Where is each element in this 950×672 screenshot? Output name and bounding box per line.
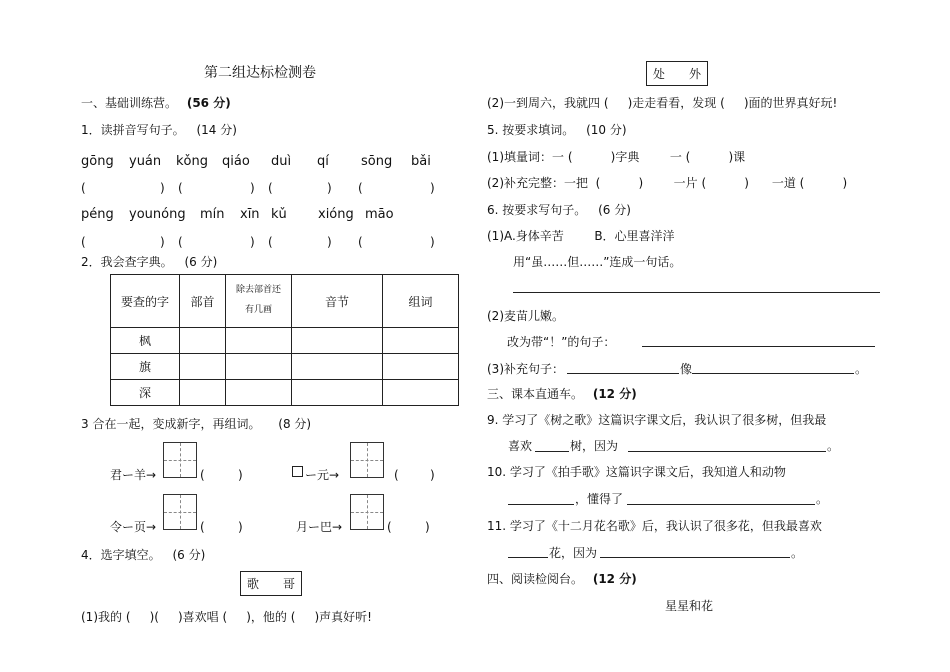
answer-paren-close: ) bbox=[160, 235, 165, 249]
question-5-2: (2)补充完整：一把 ( ) 一片 ( ) 一道 ( ) bbox=[487, 176, 848, 190]
table-cell-blank[interactable] bbox=[292, 328, 383, 354]
pinyin-word: qí bbox=[317, 154, 329, 169]
section-3-title: 三、课本直通车。 bbox=[487, 387, 584, 401]
section-4-score: (12 分) bbox=[592, 572, 637, 586]
answer-line[interactable] bbox=[628, 451, 826, 452]
answer-line[interactable] bbox=[642, 346, 875, 347]
answer-paren-open: ( bbox=[178, 181, 183, 195]
dictionary-table bbox=[110, 274, 459, 406]
table-cell-blank[interactable] bbox=[226, 380, 292, 406]
square-radical-icon bbox=[292, 466, 303, 477]
section-1-score: (56 分) bbox=[186, 96, 231, 110]
section-1-title: 一、基础训练营。 bbox=[81, 96, 178, 110]
answer-line[interactable] bbox=[535, 451, 569, 452]
question-4-text: 4．选字填空。 bbox=[81, 548, 161, 562]
section-4-heading bbox=[487, 573, 637, 585]
choice-char: 哥 bbox=[283, 577, 296, 591]
question-11: 11. 学习了《十二月花名歌》后，我认识了很多花，但我最喜欢 bbox=[487, 519, 822, 533]
section-1-heading bbox=[81, 97, 231, 109]
table-header: 要查的字 bbox=[111, 275, 180, 328]
answer-paren-close: ) bbox=[430, 235, 435, 249]
section-3-score: (12 分) bbox=[592, 387, 637, 401]
table-header: 音节 bbox=[292, 275, 383, 328]
pinyin-word: duì bbox=[271, 154, 292, 169]
pinyin-word: yuán bbox=[129, 154, 162, 169]
answer-line[interactable] bbox=[627, 504, 815, 505]
choice-char: 歌 bbox=[247, 577, 260, 591]
choice-char: 处 bbox=[653, 67, 666, 81]
question-6-1: (1)A.身体辛苦 B．心里喜洋洋 bbox=[487, 229, 675, 243]
pinyin-word: younóng bbox=[129, 207, 186, 222]
table-cell-char: 深 bbox=[111, 380, 180, 406]
combo-formula: ー元→ bbox=[305, 468, 340, 482]
sentence-period: 。 bbox=[855, 362, 868, 376]
table-header-line: 有几画 bbox=[244, 305, 272, 315]
question-3-text: 3 合在一起，变成新字，再组词。 bbox=[81, 417, 261, 431]
table-cell-blank[interactable] bbox=[383, 354, 459, 380]
pinyin-word: xīn bbox=[240, 207, 260, 222]
question-2-score: (6 分) bbox=[184, 255, 218, 269]
answer-paren-open: ( bbox=[81, 181, 86, 195]
section-4-title: 四、阅读检阅台。 bbox=[487, 572, 584, 586]
question-3-score: (8 分) bbox=[278, 417, 312, 431]
question-1 bbox=[81, 124, 237, 136]
question-11-cont: 花，因为 bbox=[549, 546, 598, 560]
pinyin-word: sōng bbox=[361, 154, 393, 169]
answer-line[interactable] bbox=[567, 373, 679, 374]
pinyin-word: qiáo bbox=[222, 154, 250, 169]
table-cell-blank[interactable] bbox=[292, 354, 383, 380]
table-header: 部首 bbox=[180, 275, 226, 328]
answer-paren-open: ( bbox=[268, 235, 273, 249]
story-title: 星星和花 bbox=[665, 599, 714, 613]
question-9-cont2: 树，因为 bbox=[570, 439, 619, 453]
sentence-period: 。 bbox=[791, 546, 804, 560]
combo-formula: 令ー页→ bbox=[110, 520, 157, 534]
table-cell-blank[interactable] bbox=[383, 328, 459, 354]
combo-paren-close: ) bbox=[238, 520, 243, 534]
question-9: 9. 学习了《树之歌》这篇识字课文后，我认识了很多树，但我最 bbox=[487, 413, 827, 427]
table-cell-blank[interactable] bbox=[180, 354, 226, 380]
combo-paren-close: ) bbox=[238, 468, 243, 482]
pinyin-word: péng bbox=[81, 207, 114, 222]
combo-paren-open: ( bbox=[200, 468, 205, 482]
sentence-period: 。 bbox=[816, 492, 829, 506]
question-6-2: (2)麦苗儿嫩。 bbox=[487, 309, 564, 323]
question-1-score: (14 分) bbox=[196, 123, 237, 137]
question-4-1: (1)我的 ( )( )喜欢唱 ( )，他的 ( )声真好听! bbox=[81, 610, 372, 624]
question-10-cont: ，懂得了 bbox=[575, 492, 624, 506]
table-cell-char: 旗 bbox=[111, 354, 180, 380]
tianzige-grid[interactable] bbox=[350, 494, 384, 530]
question-6-score: (6 分) bbox=[598, 203, 631, 217]
combo-paren-open: ( bbox=[387, 520, 392, 534]
pinyin-word: kǒng bbox=[176, 154, 208, 169]
table-cell-blank[interactable] bbox=[180, 380, 226, 406]
question-2 bbox=[81, 256, 217, 268]
table-header-line: 除去部首还 bbox=[235, 285, 281, 296]
combo-formula: 月ー巴→ bbox=[296, 520, 343, 534]
question-5-1: (1)填量词：一 ( )字典 一 ( )课 bbox=[487, 150, 746, 164]
table-cell-char: 枫 bbox=[111, 328, 180, 354]
answer-paren-open: ( bbox=[358, 235, 363, 249]
pinyin-word: gōng bbox=[81, 154, 114, 169]
table-cell-blank[interactable] bbox=[180, 328, 226, 354]
pinyin-word: bǎi bbox=[411, 154, 431, 169]
combo-formula: 君ー羊→ bbox=[110, 468, 157, 482]
answer-paren-open: ( bbox=[358, 181, 363, 195]
pinyin-word: xióng bbox=[318, 207, 354, 222]
choice-box bbox=[240, 571, 302, 596]
answer-paren-open: ( bbox=[268, 181, 273, 195]
answer-line[interactable] bbox=[508, 504, 574, 505]
answer-paren-close: ) bbox=[430, 181, 435, 195]
question-9-cont: 喜欢 bbox=[508, 439, 533, 453]
question-6 bbox=[487, 204, 631, 216]
table-cell-blank[interactable] bbox=[383, 380, 459, 406]
table-cell-blank[interactable] bbox=[226, 354, 292, 380]
answer-line[interactable] bbox=[692, 373, 854, 374]
table-row bbox=[111, 354, 459, 380]
question-6-3-connector: 像 bbox=[680, 362, 693, 376]
question-5-score: (10 分) bbox=[586, 123, 627, 137]
table-header bbox=[226, 275, 292, 328]
answer-paren-close: ) bbox=[327, 235, 332, 249]
table-row bbox=[111, 380, 459, 406]
combo-paren-open: ( bbox=[200, 520, 205, 534]
question-10: 10. 学习了《拍手歌》这篇识字课文后，我知道人和动物 bbox=[487, 465, 786, 479]
question-4 bbox=[81, 549, 205, 561]
tianzige-grid[interactable] bbox=[163, 442, 197, 478]
sentence-period: 。 bbox=[827, 439, 840, 453]
section-3-heading bbox=[487, 388, 637, 400]
tianzige-grid[interactable] bbox=[163, 494, 197, 530]
answer-paren-open: ( bbox=[81, 235, 86, 249]
question-1-text: 1．读拼音写句子。 bbox=[81, 123, 185, 137]
combo-paren-open: ( bbox=[394, 468, 399, 482]
answer-line[interactable] bbox=[600, 557, 790, 558]
combo-paren-close: ) bbox=[425, 520, 430, 534]
question-6-3: (3)补充句子： bbox=[487, 362, 564, 376]
choice-box bbox=[646, 61, 708, 86]
answer-paren-close: ) bbox=[250, 181, 255, 195]
answer-line[interactable] bbox=[508, 557, 548, 558]
choice-char: 外 bbox=[689, 67, 702, 81]
page-title: 第二组达标检测卷 bbox=[204, 65, 316, 81]
question-5 bbox=[487, 124, 627, 136]
pinyin-word: māo bbox=[365, 207, 394, 222]
answer-paren-open: ( bbox=[178, 235, 183, 249]
question-6-2-instruction: 改为带“！”的句子： bbox=[507, 335, 616, 349]
table-header: 组词 bbox=[383, 275, 459, 328]
table-cell-blank[interactable] bbox=[226, 328, 292, 354]
combo-paren-close: ) bbox=[430, 468, 435, 482]
question-6-text: 6. 按要求写句子。 bbox=[487, 203, 587, 217]
question-2-text: 2．我会查字典。 bbox=[81, 255, 173, 269]
tianzige-grid[interactable] bbox=[350, 442, 384, 478]
pinyin-word: kǔ bbox=[271, 207, 287, 222]
question-3 bbox=[81, 418, 311, 430]
answer-paren-close: ) bbox=[160, 181, 165, 195]
answer-paren-close: ) bbox=[327, 181, 332, 195]
question-6-1-instruction: 用“虽……但……”连成一句话。 bbox=[513, 255, 682, 269]
table-row bbox=[111, 328, 459, 354]
answer-line[interactable] bbox=[513, 292, 880, 293]
answer-paren-close: ) bbox=[250, 235, 255, 249]
question-4-2: (2)一到周六，我就四 ( )走走看看，发现 ( )面的世界真好玩! bbox=[487, 96, 838, 110]
question-5-text: 5. 按要求填词。 bbox=[487, 123, 575, 137]
table-cell-blank[interactable] bbox=[292, 380, 383, 406]
pinyin-word: mín bbox=[200, 207, 225, 222]
question-4-score: (6 分) bbox=[172, 548, 206, 562]
